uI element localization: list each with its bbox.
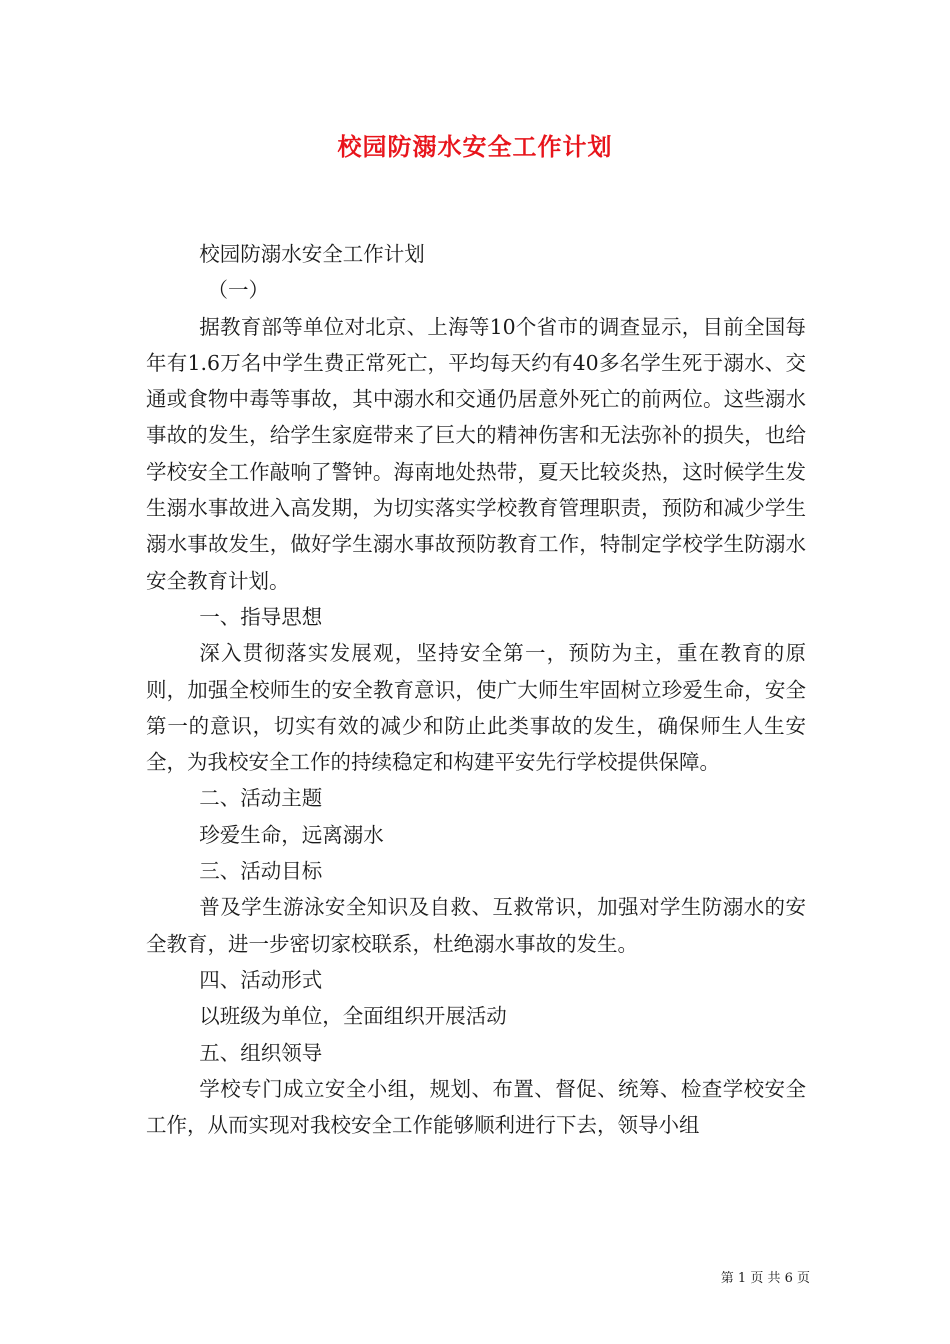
section-heading-activity-goal: 三、活动目标 <box>199 859 323 884</box>
document-body <box>146 236 806 1143</box>
section-number: （一） <box>207 278 269 303</box>
activity-theme-paragraph: 珍爱生命，远离溺水 <box>199 822 384 847</box>
activity-goal-paragraph: 普及学生游泳安全知识及自救、互救常识，加强对学生防溺水的安全教育，进一步密切家校联系，杜绝溺水事故的发生。 <box>146 895 806 956</box>
intro-paragraph: 据教育部等单位对北京、上海等10个省市的调查显示，目前全国每年有1.6万名中学生费正常死亡，平均每天约有40多名学生死于溺水、交通或食物中毒等事故，其中溺水和交通仍居意外死亡的前两位。这些溺水事故的发生，给学生家庭带来了巨大的精神伤害和无法弥补的损失，也给学校安全工作敲响了警钟。海南地处热带，夏天比较炎热，这时候学生发生溺水事故进入高发期，为切实落实学校教育管理职责，预防和减少学生溺水事故发生，做好学生溺水事故预防教育工作，特制定学校学生防溺水安全教育计划。 <box>146 314 806 593</box>
section-heading-guiding-thought: 一、指导思想 <box>199 604 323 629</box>
document-title: 校园防溺水安全工作计划 <box>337 132 613 161</box>
page-number: 第 1 页 共 6 页 <box>720 1271 810 1286</box>
section-heading-activity-theme: 二、活动主题 <box>199 786 323 811</box>
guiding-thought-paragraph: 深入贯彻落实发展观，坚持安全第一，预防为主，重在教育的原则，加强全校师生的安全教育意识，使广大师生牢固树立珍爱生命，安全第一的意识，切实有效的减少和防止此类事故的发生，确保师生人生安全，为我校安全工作的持续稳定和构建平安先行学校提供保障。 <box>146 641 806 775</box>
activity-form-paragraph: 以班级为单位，全面组织开展活动 <box>199 1004 507 1029</box>
section-heading-organization: 五、组织领导 <box>199 1040 323 1065</box>
body-heading: 校园防溺水安全工作计划 <box>199 242 425 266</box>
section-heading-activity-form: 四、活动形式 <box>199 967 323 992</box>
organization-paragraph: 学校专门成立安全小组，规划、布置、督促、统筹、检查学校安全工作，从而实现对我校安全工作能够顺利进行下去，领导小组 <box>146 1076 806 1138</box>
